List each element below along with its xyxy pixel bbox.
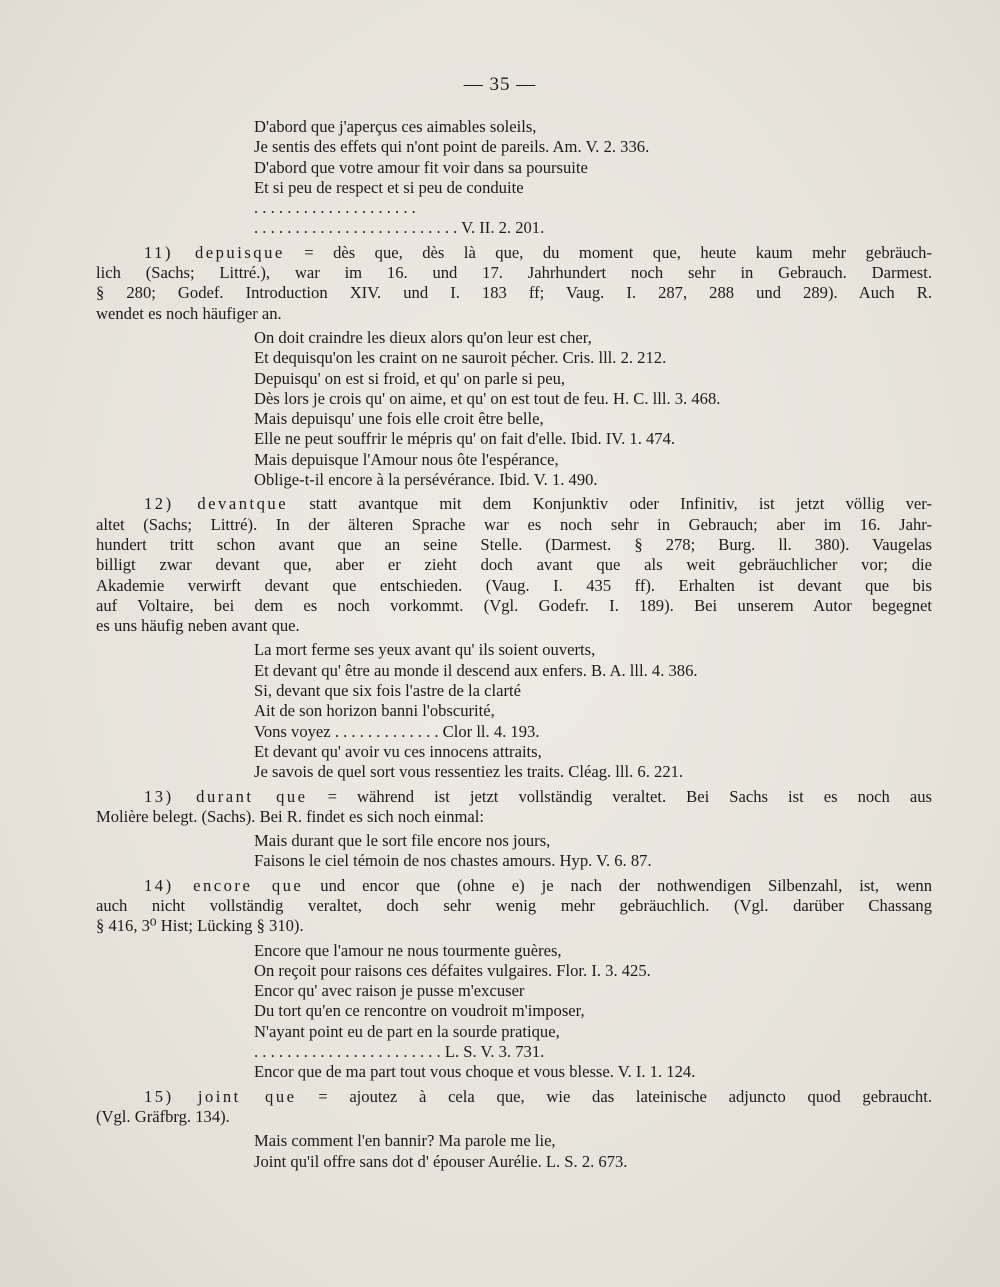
- paragraph: [96, 876, 932, 937]
- paragraph-line: lich (Sachs; Littré.), war im 16. und 17. Jahrhundert noch sehr in Gebrauch. Darmest.: [96, 263, 932, 283]
- paragraph: [96, 494, 932, 636]
- paragraph-line: [96, 787, 932, 807]
- verse-line: Et devant qu' avoir vu ces innocens attraits,: [254, 741, 542, 761]
- entry-definition: statt avantque mit dem Konjunktiv oder Infinitiv, ist jetzt völlig ver-: [288, 494, 932, 514]
- verse-line: Et dequisqu'on les craint on ne sauroit pécher. Cris. lll. 2. 212.: [254, 348, 667, 368]
- verse-line: Je savois de quel sort vous ressentiez les traits. Cléag. lll. 6. 221.: [254, 762, 684, 782]
- verse-line: Elle ne peut souffrir le mépris qu' on fait d'elle. Ibid. IV. 1. 474.: [254, 429, 676, 449]
- verse-quotation: [254, 941, 932, 1083]
- paragraph-line: auch nicht vollständig veraltet, doch sehr wenig mehr gebräuchlich. (Vgl. darüber Chassang: [96, 895, 932, 915]
- paragraph-line: [96, 876, 932, 896]
- verse-line: Depuisqu' on est si froid, et qu' on parle si peu,: [254, 368, 566, 388]
- paragraph-line: § 416, 3⁰ Hist; Lücking § 310).: [96, 916, 304, 936]
- verse-line: Mais depuisqu' une fois elle croit être belle,: [254, 409, 544, 429]
- paragraph: [96, 1087, 932, 1128]
- verse-line: . . . . . . . . . . . . . . . . . . . . . . . . . V. II. 2. 201.: [254, 218, 545, 238]
- verse-quotation: [254, 831, 932, 872]
- paragraph-line: wendet es noch häufiger an.: [96, 303, 282, 323]
- verse-line: Oblige-t-il encore à la persévérance. Ibid. V. 1. 490.: [254, 470, 598, 490]
- verse-line: . . . . . . . . . . . . . . . . . . . .: [254, 198, 416, 218]
- verse-quotation: [254, 117, 932, 239]
- paragraph-line: Akademie verwirft devant que entschieden. (Vaug. I. 435 ff). Erhalten ist devant que bis: [96, 575, 932, 595]
- verse-quotation: [254, 328, 932, 490]
- entry-term: 11) depuisque: [144, 242, 285, 262]
- verse-line: Je sentis des effets qui n'ont point de pareils. Am. V. 2. 336.: [254, 137, 650, 157]
- verse-line: La mort ferme ses yeux avant qu' ils soient ouverts,: [254, 640, 596, 660]
- paragraph-line: [96, 1087, 932, 1107]
- verse-line: . . . . . . . . . . . . . . . . . . . . . . . L. S. V. 3. 731.: [254, 1042, 545, 1062]
- page-number: — 35 —: [463, 74, 537, 95]
- paragraph-line: [96, 494, 932, 514]
- page-body: [96, 117, 932, 1176]
- entry-definition: = während ist jetzt vollständig veraltet. Bei Sachs ist es noch aus: [307, 786, 932, 806]
- paragraph-line: (Vgl. Gräfbrg. 134).: [96, 1106, 230, 1126]
- verse-line: Encor que de ma part tout vous choque et vous blesse. V. I. 1. 124.: [254, 1062, 696, 1082]
- verse-line: Mais depuisque l'Amour nous ôte l'espérance,: [254, 449, 559, 469]
- verse-line: On reçoit pour raisons ces défaites vulgaires. Flor. I. 3. 425.: [254, 960, 651, 980]
- verse-line: Du tort qu'en ce rencontre on voudroit m'imposer,: [254, 1001, 585, 1021]
- entry-definition: = dès que, dès là que, du moment que, heute kaum mehr gebräuch-: [284, 242, 933, 262]
- verse-line: Mais comment l'en bannir? Ma parole me lie,: [254, 1131, 556, 1151]
- verse-line: Et devant qu' être au monde il descend aux enfers. B. A. lll. 4. 386.: [254, 660, 698, 680]
- verse-line: Si, devant que six fois l'astre de la clarté: [254, 681, 522, 701]
- entry-definition: = ajoutez à cela que, wie das lateinische adjuncto quod gebraucht.: [296, 1086, 932, 1106]
- paragraph-line: [96, 243, 932, 263]
- paragraph-line: Molière belegt. (Sachs). Bei R. findet es sich noch einmal:: [96, 806, 485, 826]
- paragraph-line: altet (Sachs; Littré). In der älteren Sprache war es noch sehr in Gebrauch; aber im 16. Jahr-: [96, 514, 932, 534]
- verse-line: Dès lors je crois qu' on aime, et qu' on est tout de feu. H. C. lll. 3. 468.: [254, 388, 721, 408]
- verse-quotation: [254, 640, 932, 782]
- verse-line: Mais durant que le sort file encore nos jours,: [254, 831, 551, 851]
- verse-line: On doit craindre les dieux alors qu'on leur est cher,: [254, 327, 592, 347]
- verse-line: Faisons le ciel témoin de nos chastes amours. Hyp. V. 6. 87.: [254, 851, 652, 871]
- verse-line: N'ayant point eu de part en la sourde pratique,: [254, 1021, 560, 1041]
- entry-term: 15) joint que: [144, 1086, 297, 1106]
- verse-line: Et si peu de respect et si peu de conduite: [254, 177, 524, 197]
- entry-term: 13) durant que: [144, 786, 308, 806]
- entry-term: 12) devantque: [144, 494, 289, 514]
- paragraph-line: billigt zwar devant que, aber er zieht doch avant que als weit gebräuchlicher vor; die: [96, 555, 932, 575]
- verse-line: Ait de son horizon banni l'obscurité,: [254, 701, 495, 721]
- paragraph-line: § 280; Godef. Introduction XIV. und I. 183 ff; Vaug. I. 287, 288 und 289). Auch R.: [96, 283, 932, 303]
- paragraph-line: auf Voltaire, bei dem es noch vorkommt. (Vgl. Godefr. I. 189). Bei unserem Autor begegnet: [96, 595, 932, 615]
- entry-term: 14) encore que: [144, 875, 304, 895]
- verse-line: Joint qu'il offre sans dot d' épouser Aurélie. L. S. 2. 673.: [254, 1151, 628, 1171]
- paragraph-line: hundert tritt schon avant que an seine Stelle. (Darmest. § 278; Burg. ll. 380). Vaugelas: [96, 534, 932, 554]
- paragraph-line: es uns häufig neben avant que.: [96, 616, 300, 636]
- verse-line: D'abord que j'aperçus ces aimables soleils,: [254, 117, 537, 136]
- verse-quotation: [254, 1131, 932, 1172]
- verse-line: Encor qu' avec raison je pusse m'excuser: [254, 981, 525, 1001]
- verse-line: Vons voyez . . . . . . . . . . . . . Clor ll. 4. 193.: [254, 721, 540, 741]
- entry-definition: und encor que (ohne e) je nach der nothwendigen Silbenzahl, ist, wenn: [303, 875, 932, 895]
- block-gap: [96, 1172, 932, 1176]
- paragraph: [96, 243, 932, 324]
- verse-line: D'abord que votre amour fit voir dans sa poursuite: [254, 157, 588, 177]
- paragraph: [96, 787, 932, 828]
- verse-line: Encore que l'amour ne nous tourmente guères,: [254, 940, 562, 960]
